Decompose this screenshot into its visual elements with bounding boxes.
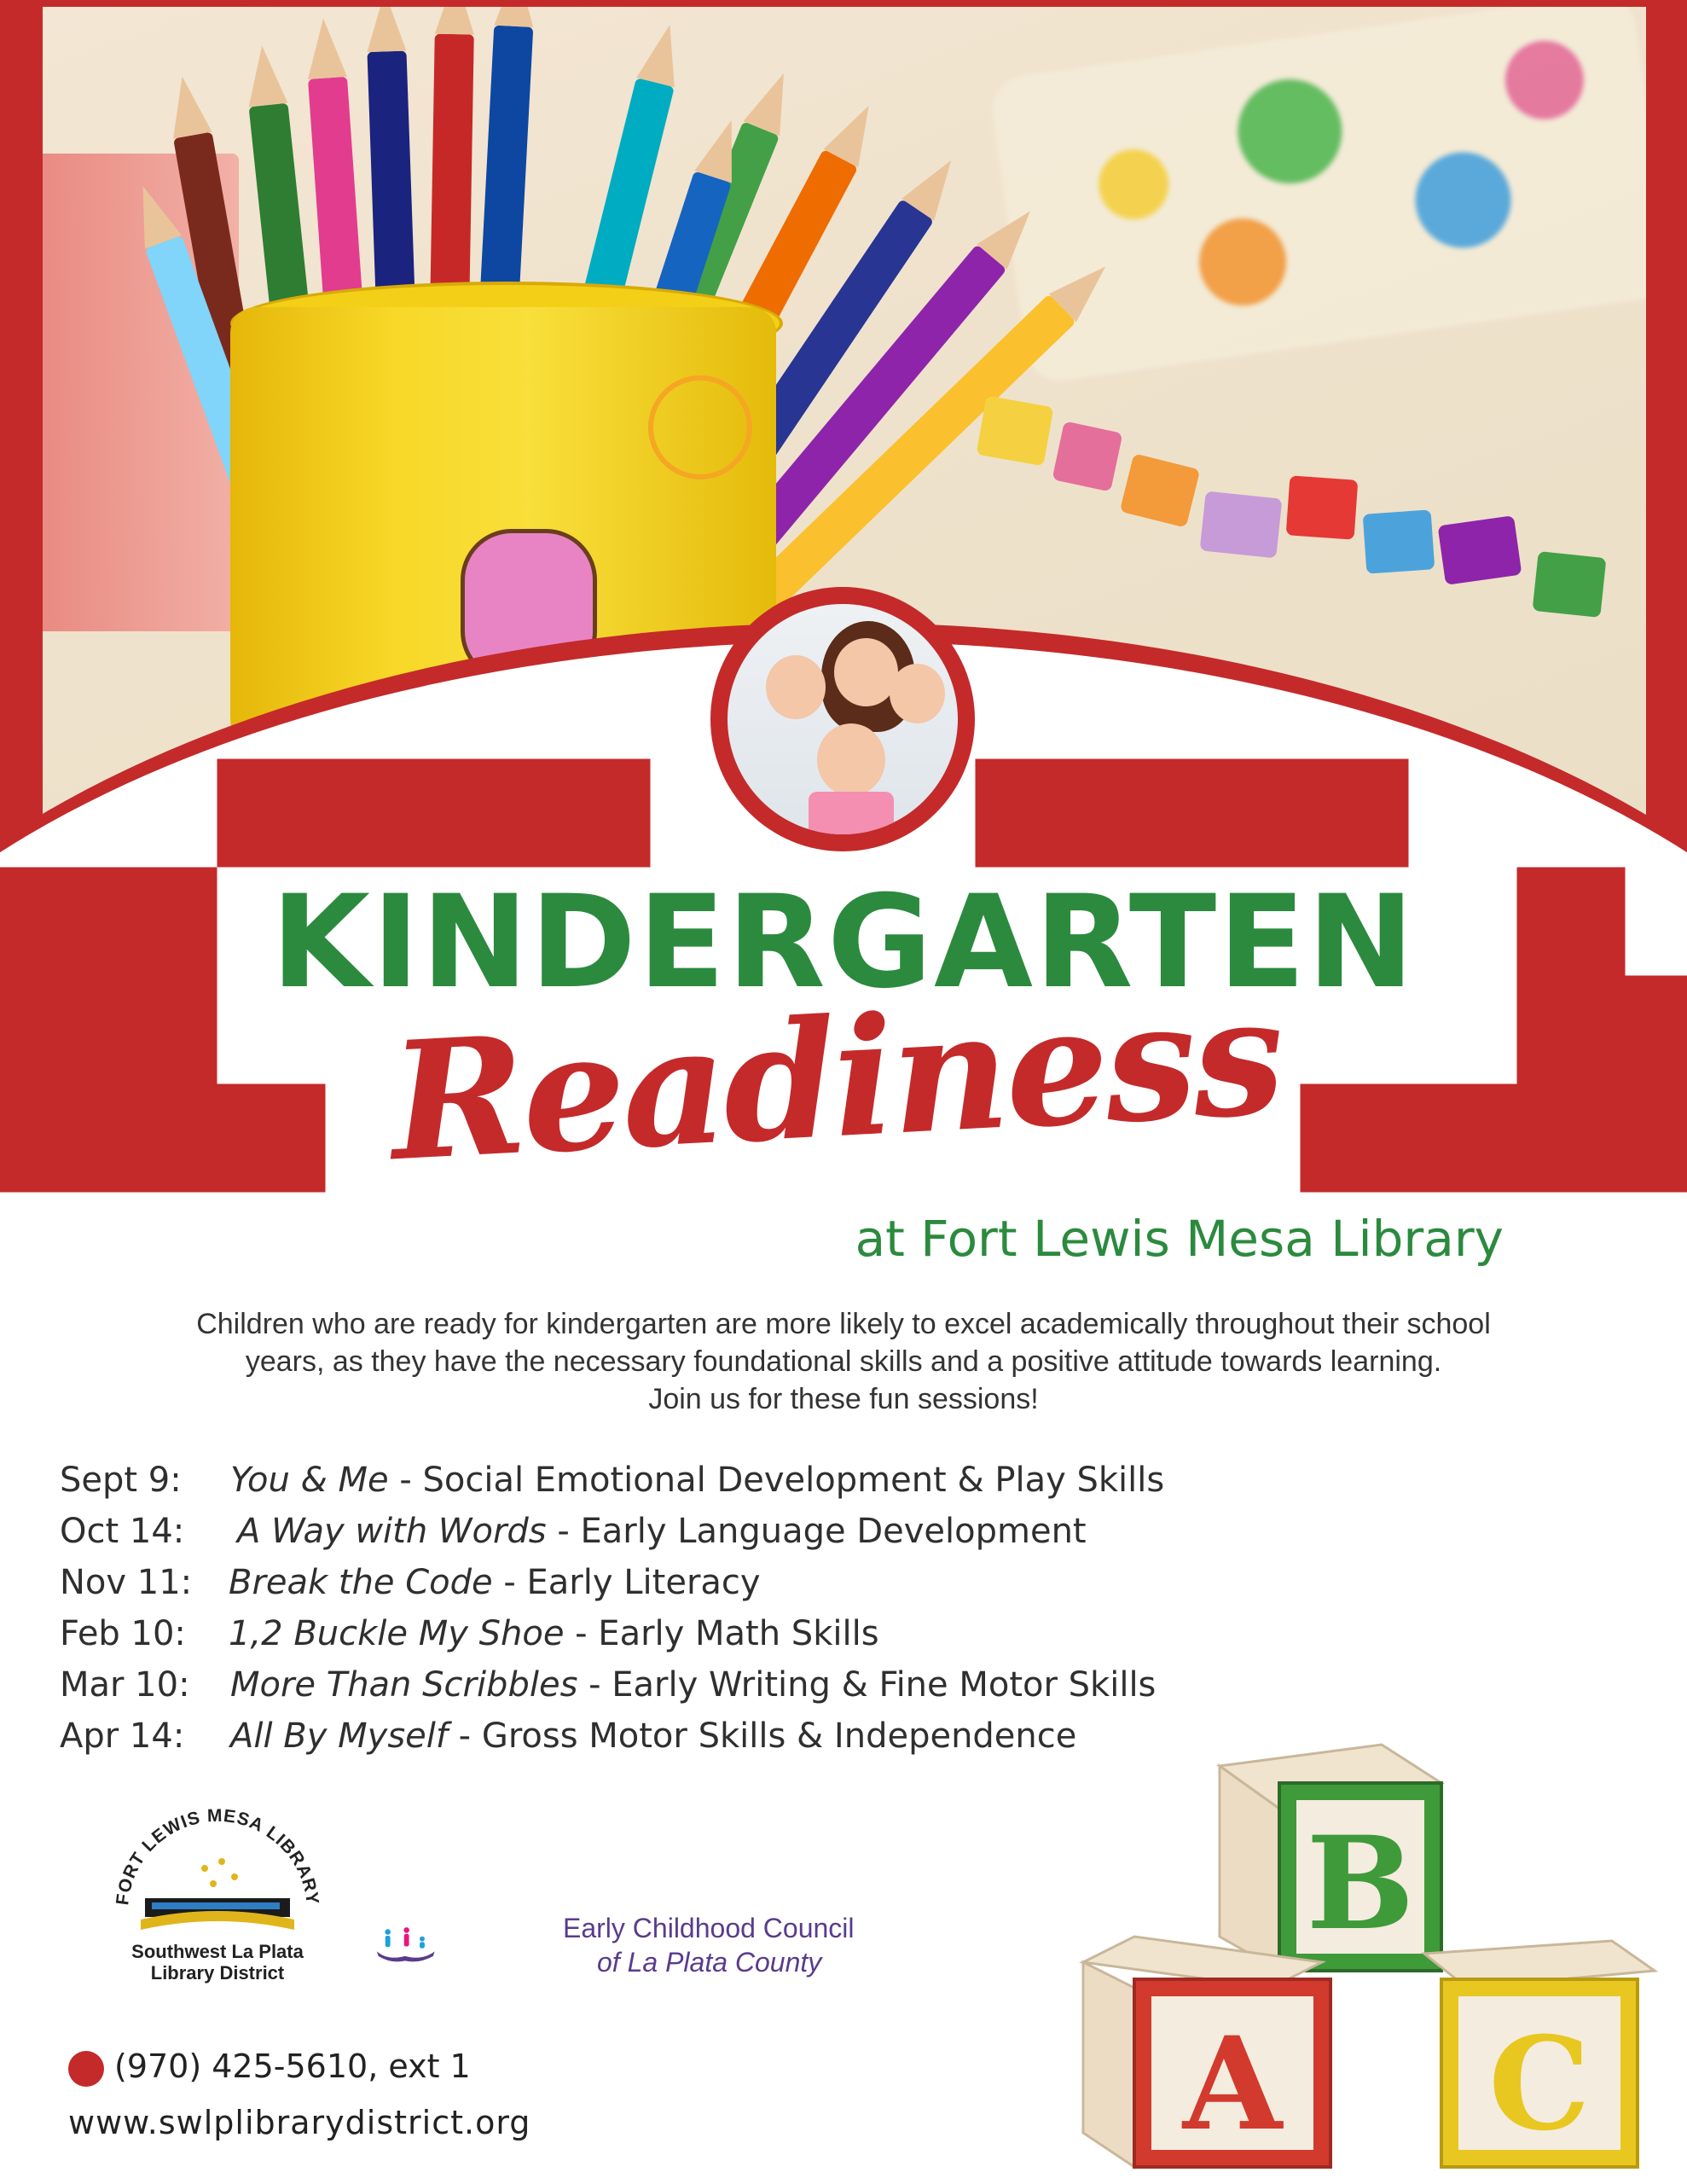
block-letter: B [1306, 1809, 1415, 1959]
children-photo [728, 604, 958, 834]
block-letter: C [1488, 2009, 1591, 2159]
phone-number[interactable]: (970) 425-5610, ext 1 [114, 2048, 471, 2085]
session-list [60, 1461, 1339, 1768]
abc-blocks [1066, 1732, 1663, 2175]
star-dot [210, 1880, 217, 1887]
ecc-line1: Early Childhood Council [563, 1913, 855, 1943]
website-link[interactable]: www.swlplibrarydistrict.org [68, 2104, 531, 2141]
bead [1286, 475, 1359, 539]
session-text [230, 1665, 1156, 1705]
star-dot [218, 1858, 225, 1865]
session-title: 1,2 Buckle My Shoe [229, 1614, 565, 1653]
bead [1533, 551, 1607, 618]
bead [1052, 421, 1122, 491]
block-b [1220, 1745, 1441, 1971]
block-a [1083, 1937, 1330, 2167]
bead [1120, 453, 1201, 527]
title-kindergarten: KINDERGARTEN [270, 868, 1417, 1017]
baby-figure-icon [420, 1942, 425, 1948]
library-arc-text: FORT LEWIS MESA LIBRARY [113, 1805, 322, 1907]
child-figure-icon [404, 1934, 409, 1947]
session-desc: - Early Language Development [546, 1512, 1087, 1551]
session-text [230, 1461, 1164, 1500]
sun-drawing [648, 375, 752, 479]
session-date: Apr 14: [60, 1716, 185, 1756]
star-dot [201, 1865, 208, 1872]
bead [977, 396, 1054, 467]
session-text [230, 1716, 1076, 1756]
child-figure-icon [386, 1936, 391, 1947]
ecc-text [563, 1911, 855, 1979]
session-title: More Than Scribbles [230, 1665, 578, 1705]
title-readiness: Readiness [386, 960, 1286, 1198]
session-desc: - Gross Motor Skills & Independence [447, 1716, 1077, 1756]
session-title: You & Me [230, 1461, 389, 1500]
adult-face [834, 638, 898, 706]
child-figure-icon [403, 1927, 409, 1933]
session-date: Mar 10: [60, 1665, 190, 1705]
child-figure-icon [385, 1929, 391, 1935]
session-text [237, 1512, 1087, 1551]
session-date: Feb 10: [60, 1614, 186, 1653]
session-row [60, 1512, 1339, 1563]
star-dot [231, 1873, 238, 1880]
child-face [817, 723, 885, 796]
intro-line: Children who are ready for kindergarten are more likely to excel academically throughout their school [196, 1308, 1491, 1340]
svg-text:FORT LEWIS MESA LIBRARY [113, 1806, 322, 1907]
session-text [229, 1614, 879, 1653]
session-date: Sept 9: [60, 1461, 182, 1500]
block-letter: A [1182, 2009, 1283, 2159]
child-face [890, 664, 945, 723]
ecc-line2: of La Plata County [597, 1947, 822, 1978]
bead [1200, 491, 1283, 558]
intro-line: years, as they have the necessary foundational skills and a positive attitude towards learning. [245, 1345, 1442, 1378]
library-name-line1: Southwest La Plata [131, 1941, 304, 1962]
baby-figure-icon [420, 1937, 425, 1942]
child-face [766, 655, 826, 719]
phone-icon [68, 2051, 104, 2087]
session-row [60, 1665, 1339, 1716]
session-desc: - Early Math Skills [564, 1614, 879, 1653]
hands-icon [377, 1951, 435, 1961]
session-desc: - Early Writing & Fine Motor Skills [577, 1665, 1157, 1705]
session-desc: - Social Emotional Development & Play Skills [388, 1461, 1165, 1500]
session-row [60, 1614, 1339, 1665]
session-title: All By Myself [230, 1716, 448, 1756]
phone-contact [68, 2048, 471, 2087]
subtitle-location: at Fort Lewis Mesa Library [855, 1210, 1504, 1268]
bead [1438, 515, 1522, 585]
library-name-line2: Library District [150, 1962, 285, 1984]
session-row [60, 1461, 1339, 1512]
session-date: Nov 11: [60, 1563, 193, 1602]
block-c [1424, 1941, 1655, 2167]
bead [1363, 509, 1435, 573]
early-childhood-council-logo [375, 1894, 563, 1996]
session-row [60, 1563, 1339, 1614]
intro-line: Join us for these fun sessions! [648, 1383, 1039, 1415]
picture-book [988, 0, 1673, 385]
book-icon-stripe [152, 1902, 280, 1909]
session-desc: - Early Literacy [492, 1563, 761, 1602]
session-date: Oct 14: [60, 1512, 185, 1551]
session-text [229, 1563, 761, 1602]
red-frame-top [0, 0, 1687, 7]
apron [809, 792, 894, 834]
fort-lewis-mesa-library-logo [94, 1800, 341, 1988]
intro-paragraph [68, 1305, 1619, 1418]
session-title: Break the Code [229, 1563, 493, 1602]
session-title: A Way with Words [237, 1512, 547, 1551]
